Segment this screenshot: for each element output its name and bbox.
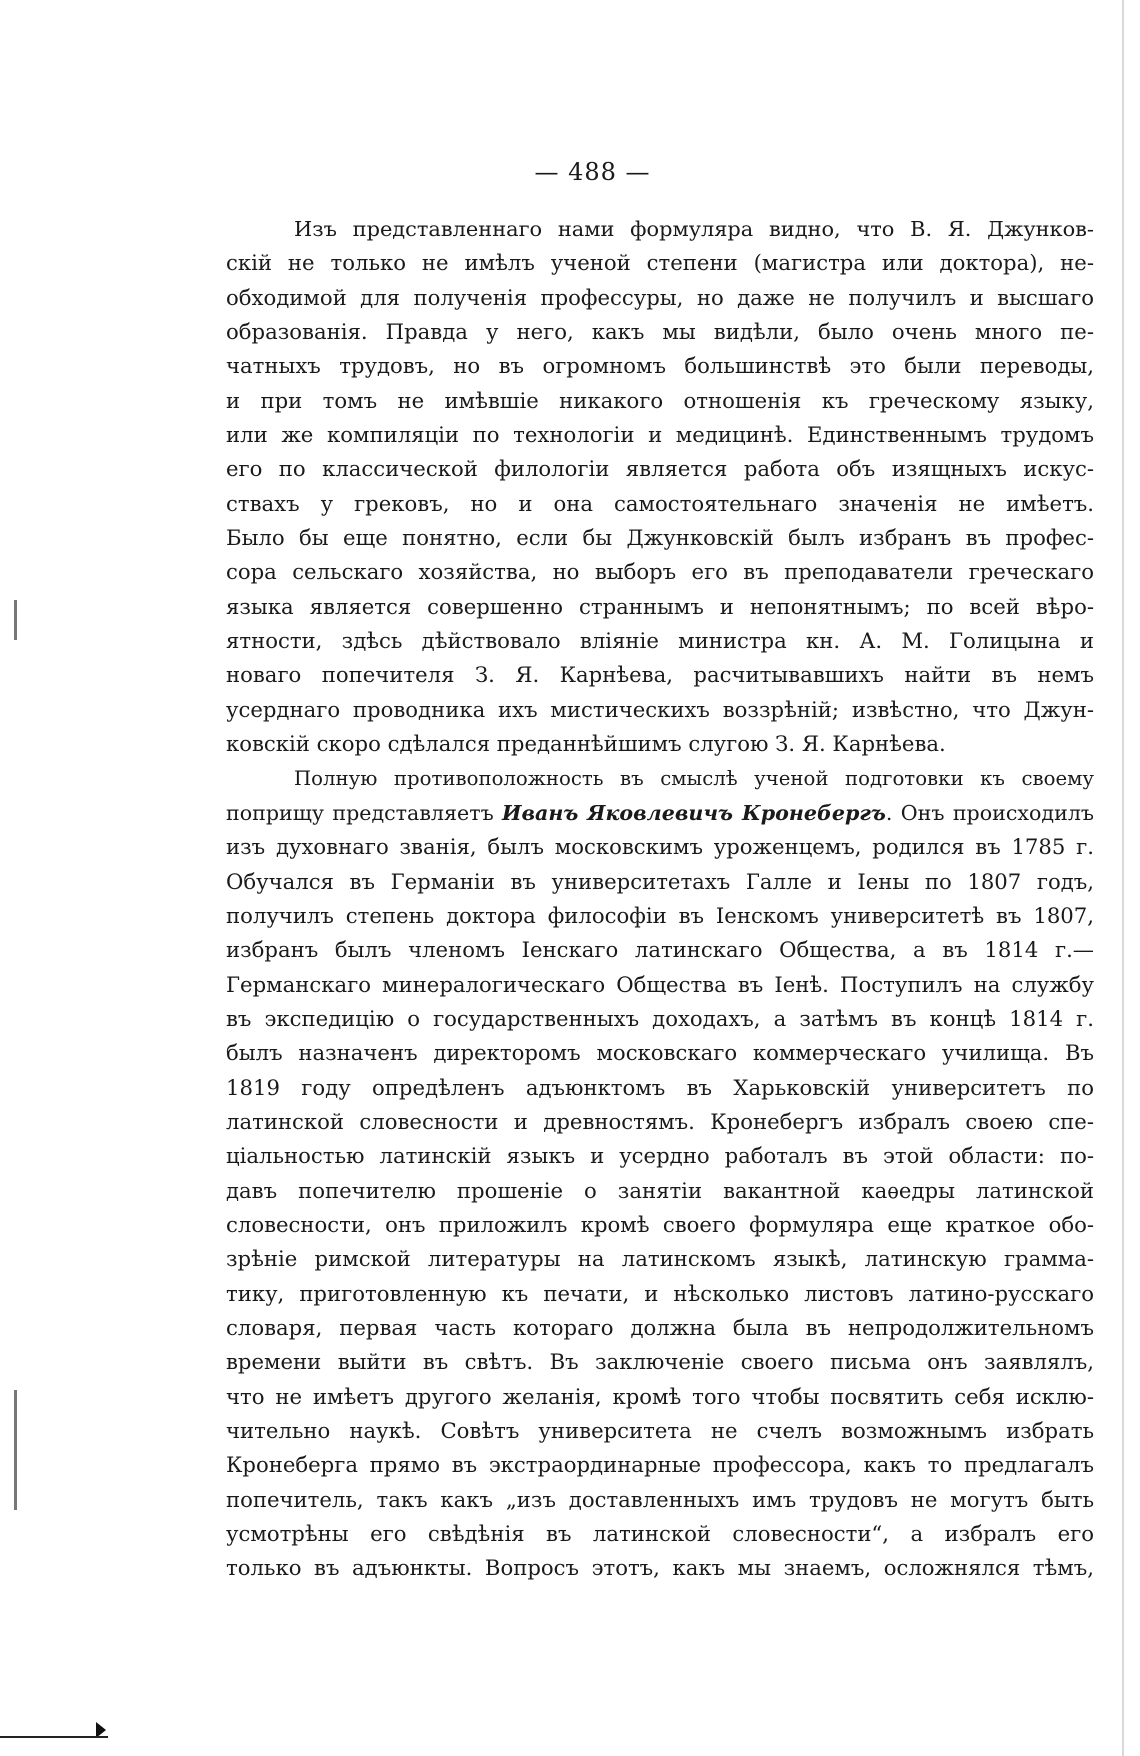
text-line: былъ назначенъ директоромъ московскаго коммерческаго училища. Въ xyxy=(226,1040,1094,1066)
text-line: ціальностью латинскій языкъ и усердно работалъ въ этой области: по- xyxy=(226,1143,1094,1169)
body-text xyxy=(226,212,1094,1586)
paragraph-1 xyxy=(226,212,1094,762)
text-line: скій не только не имѣлъ ученой степени (магистра или доктора), не- xyxy=(226,250,1094,276)
person-name-italic: Иванъ Яковлевичъ Кронебергъ xyxy=(502,800,886,825)
text-line: Германскаго минералогическаго Общества въ Іенѣ. Поступилъ на службу xyxy=(226,971,1094,997)
scan-edge-line xyxy=(1122,0,1124,1756)
text-line: Было бы еще понятно, если бы Джунковскій былъ избранъ въ профес- xyxy=(226,525,1094,551)
text-line: въ экспедицію о государственныхъ доходахъ, а затѣмъ въ концѣ 1814 г. xyxy=(226,1005,1094,1031)
text-line-with-name xyxy=(226,796,1094,830)
text-line: образованія. Правда у него, какъ мы видѣли, было очень много пе- xyxy=(226,319,1094,345)
text-line: давъ попечителю прошеніе о занятіи вакантной каѳедры латинской xyxy=(226,1177,1094,1203)
text-line: латинской словесности и древностямъ. Кронебергъ избралъ своею спе- xyxy=(226,1108,1094,1134)
text-segment: поприщу представляетъ xyxy=(226,800,503,825)
text-line: зрѣніе римской литературы на латинскомъ языкѣ, латинскую грамма- xyxy=(226,1246,1094,1272)
text-line: обходимой для полученія профессуры, но даже не получилъ и высшаго xyxy=(226,284,1094,310)
text-line: ковскій скоро сдѣлался преданнѣйшимъ слугою З. Я. Карнѣева. xyxy=(226,731,946,757)
text-line: словаря, первая часть котораго должна была въ непродолжительномъ xyxy=(226,1315,1094,1340)
text-line: Обучался въ Германіи въ университетахъ Галле и Іены по 1807 годъ, xyxy=(226,868,1094,894)
text-line: сора сельскаго хозяйства, но выборъ его въ преподаватели греческаго xyxy=(226,559,1094,585)
text-line: чатныхъ трудовъ, но въ огромномъ большинствѣ это были переводы, xyxy=(226,353,1094,379)
scan-margin-mark xyxy=(14,600,17,640)
text-line: Полную противоположность въ смыслѣ ученой подготовки къ своему xyxy=(294,766,1094,790)
text-line: и при томъ не имѣвшіе никакого отношенія къ греческому языку, xyxy=(226,387,1094,413)
text-line: словесности, онъ приложилъ кромѣ своего формуляра еще краткое обо- xyxy=(226,1211,1094,1237)
text-line: избранъ былъ членомъ Іенскаго латинскаго Общества, а въ 1814 г.— xyxy=(226,937,1094,963)
text-line: ствахъ у грековъ, но и она самостоятельнаго значенія не имѣетъ. xyxy=(226,490,1094,516)
text-line: чительно наукѣ. Совѣтъ университета не счелъ возможнымъ избрать xyxy=(226,1418,1094,1444)
text-line: Изъ представленнаго нами формуляра видно, что В. Я. Джунков- xyxy=(294,217,1094,241)
text-line: его по классической филологіи является работа объ изящныхъ искус- xyxy=(226,456,1094,482)
text-line: попечитель, такъ какъ „изъ доставленныхъ имъ трудовъ не могутъ быть xyxy=(226,1486,1094,1512)
text-line: языка является совершенно страннымъ и непонятнымъ; по всей вѣро- xyxy=(226,593,1094,619)
text-line: тику, приготовленную къ печати, и нѣсколько листовъ латино-русскаго xyxy=(226,1280,1094,1306)
text-line: времени выйти въ свѣтъ. Въ заключеніе своего письма онъ заявлялъ, xyxy=(226,1349,1094,1375)
scan-corner-line xyxy=(0,1736,108,1738)
text-line: Кронеберга прямо въ экстраординарные профессора, какъ то предлагалъ xyxy=(226,1452,1094,1478)
page-number: — 488 — xyxy=(534,158,651,186)
text-line: 1819 году опредѣленъ адъюнктомъ въ Харьковскій университетъ по xyxy=(226,1074,1094,1100)
text-line: новаго попечителя З. Я. Карнѣева, расчитывавшихъ найти въ немъ xyxy=(226,662,1094,688)
text-line: что не имѣетъ другого желанія, кромѣ того чтобы посвятить себя исклю- xyxy=(226,1383,1094,1409)
text-line: получилъ степень доктора философіи въ Іенскомъ университетѣ въ 1807, xyxy=(226,902,1094,928)
text-line: или же компиляціи по технологіи и медицинѣ. Единственнымъ трудомъ xyxy=(226,422,1094,448)
text-line: усмотрѣны его свѣдѣнія въ латинской словесности“, а избралъ его xyxy=(226,1521,1094,1547)
text-line: ятности, здѣсь дѣйствовало вліяніе министра кн. А. М. Голицына и xyxy=(226,628,1094,654)
text-line: только въ адъюнкты. Вопросъ этотъ, какъ мы знаемъ, осложнялся тѣмъ, xyxy=(226,1555,1094,1581)
scan-margin-mark xyxy=(14,1390,17,1510)
text-line: усерднаго проводника ихъ мистическихъ воззрѣній; извѣстно, что Джун- xyxy=(226,696,1094,722)
paragraph-2 xyxy=(226,762,1094,1586)
text-line: изъ духовнаго званія, былъ московскимъ уроженцемъ, родился въ 1785 г. xyxy=(226,834,1094,860)
text-segment: . Онъ происходилъ xyxy=(885,800,1094,825)
